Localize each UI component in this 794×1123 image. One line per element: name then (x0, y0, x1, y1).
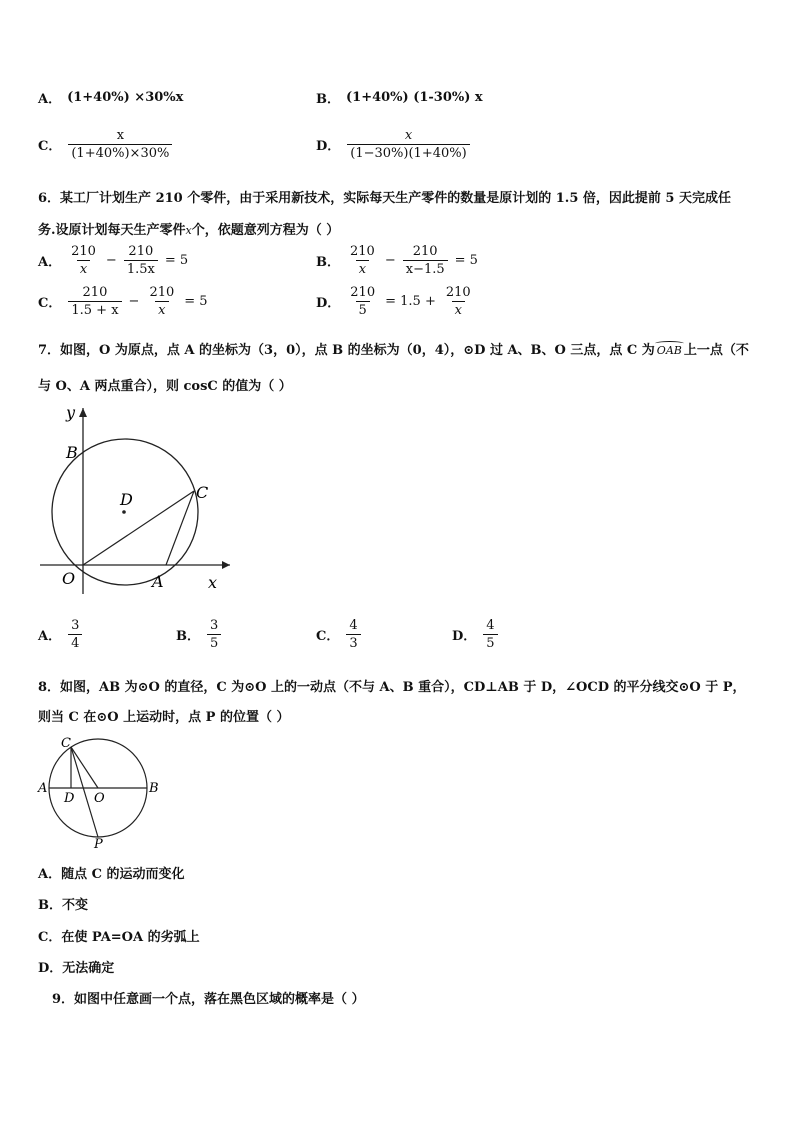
fraction (68, 244, 99, 277)
x-axis-arrow-icon (222, 561, 230, 569)
q5-option-b (316, 88, 483, 107)
q6-option-c-label: C． (38, 296, 62, 311)
q5-option-d-fraction (347, 128, 469, 161)
fraction-denominator: x−1.5 (403, 260, 448, 277)
fraction (124, 244, 158, 277)
q5-option-a-expr: (1+40%) ×30%x (67, 90, 184, 105)
q7-option-b (176, 618, 222, 651)
fraction-denominator: (1+40%)×30% (68, 144, 172, 161)
q6-option-d (316, 285, 475, 318)
fraction (346, 618, 360, 651)
q5-option-c (38, 128, 173, 161)
label-c: C (61, 736, 71, 751)
fraction (443, 285, 474, 318)
fraction-denominator: 5 (483, 634, 497, 651)
q5-option-c-label: C． (38, 139, 62, 154)
fraction-denominator: 3 (346, 634, 360, 651)
fraction-numerator: x (404, 128, 413, 143)
q7-option-b-label: B． (176, 629, 200, 644)
label-a: A (152, 572, 164, 591)
y-axis-arrow-icon (79, 408, 87, 417)
operator: − (384, 253, 396, 268)
fraction (403, 244, 448, 277)
q6-stem-line1: 6．某工厂计划生产 210 个零件，由于采用新技术，实际每天生产零件的数量是原计划的 1.5 倍，因此提前 5 天完成任 (38, 191, 731, 206)
fraction-numerator: 210 (350, 244, 375, 259)
q5-option-a (38, 88, 183, 107)
fraction-denominator: 5 (356, 301, 370, 318)
q7-stem-line1 (38, 339, 749, 358)
fraction-numerator: 210 (149, 285, 175, 300)
label-p: P (94, 837, 103, 850)
fraction-numerator: 3 (71, 618, 80, 633)
q7-arc-symbol (655, 344, 684, 357)
label-a: A (38, 781, 48, 796)
q6-variable: x (185, 224, 192, 237)
q6-option-c (38, 285, 208, 318)
fraction (347, 285, 378, 318)
q8-stem-line2: 则当 C 在⊙O 上运动时，点 P 的位置（ ） (38, 710, 290, 725)
label-d: D (120, 490, 133, 509)
q6-option-a-label: A． (38, 255, 62, 270)
operator: − (128, 294, 140, 309)
q6-option-d-label: D． (316, 296, 341, 311)
center-point-d (122, 510, 126, 514)
fraction-denominator: x (155, 301, 168, 318)
fraction-numerator: 210 (445, 285, 471, 300)
q7-stem-text-b: 上一点（不 (683, 343, 749, 358)
fraction-denominator: x (77, 260, 90, 277)
q5-option-b-expr: (1+40%) (1-30%) x (346, 90, 483, 105)
fraction (68, 618, 82, 651)
fraction-denominator: x (452, 301, 465, 318)
fraction-numerator: 210 (350, 285, 376, 300)
fraction-denominator: x (356, 260, 369, 277)
q6-stem-line2 (38, 219, 339, 238)
fraction-denominator: (1−30%)(1+40%) (347, 144, 469, 161)
label-d: D (64, 791, 75, 806)
fraction-numerator: x (116, 128, 125, 143)
fraction-denominator: 5 (207, 634, 221, 651)
q8-option-b: B．不变 (38, 898, 88, 913)
segment-co (71, 747, 98, 788)
fraction (68, 285, 121, 318)
label-b: B (66, 443, 78, 462)
arc-mark-icon (655, 341, 684, 346)
q7-option-c (316, 618, 362, 651)
q7-stem-line2: 与 O、A 两点重合），则 cosC 的值为（ ） (38, 379, 292, 394)
q6-option-b (316, 244, 478, 277)
q6-option-b-label: B． (316, 255, 340, 270)
q7-option-c-label: C． (316, 629, 340, 644)
q7-stem-text-a: 7．如图，O 为原点，点 A 的坐标为（3，0），点 B 的坐标为（0，4），⊙D 过 A、B、O 三点，点 C 为 (38, 343, 655, 358)
fraction-numerator: 3 (210, 618, 219, 633)
label-b: B (149, 781, 159, 796)
q9-stem: 9．如图中任意画一个点，落在黑色区域的概率是（ ） (52, 992, 365, 1007)
fraction (146, 285, 177, 318)
fraction-numerator: 210 (82, 285, 108, 300)
q7-arc-label: OAB (656, 344, 682, 357)
fraction (483, 618, 497, 651)
label-o: O (62, 569, 76, 588)
q7-option-a-label: A． (38, 629, 62, 644)
q6-stem-text-a: 务.设原计划每天生产零件 (38, 223, 186, 238)
label-o: O (94, 791, 105, 806)
q5-option-d-label: D． (316, 139, 341, 154)
q8-option-c: C．在使 PA=OA 的劣弧上 (38, 930, 200, 945)
q7-option-d-label: D． (452, 629, 477, 644)
q8-stem-line1: 8．如图，AB 为⊙O 的直径，C 为⊙O 上的一动点（不与 A、B 重合），CD⊥AB 于 D，∠OCD 的平分线交⊙O 于 P， (38, 680, 746, 695)
q8-option-a: A．随点 C 的运动而变化 (38, 867, 185, 882)
q6-option-a (38, 244, 188, 277)
q6-stem-text-b: 个，依题意列方程为（ ） (191, 223, 340, 238)
q5-option-c-fraction (68, 128, 172, 161)
rhs: = 5 (184, 294, 208, 309)
fraction-numerator: 210 (128, 244, 154, 259)
rhs: = 5 (454, 253, 478, 268)
q5-option-a-text: A． (38, 92, 62, 107)
rhs: = 5 (164, 253, 189, 268)
fraction-denominator: 1.5x (124, 260, 158, 277)
fraction-numerator: 210 (412, 244, 438, 259)
q7-option-d (452, 618, 499, 651)
q8-option-d: D．无法确定 (38, 961, 115, 976)
label-y: y (66, 403, 76, 422)
q7-figure (36, 402, 236, 598)
operator: = 1.5 + (385, 294, 436, 309)
q5-option-d (316, 128, 471, 161)
fraction (207, 618, 221, 651)
segment-ac (166, 491, 194, 565)
q8-figure (34, 734, 164, 850)
label-c: C (196, 483, 209, 502)
fraction-denominator: 4 (68, 634, 82, 651)
fraction-denominator: 1.5 + x (68, 301, 121, 318)
fraction-numerator: 210 (71, 244, 96, 259)
operator: − (105, 253, 117, 268)
q7-option-a (38, 618, 83, 651)
fraction-numerator: 4 (349, 618, 358, 633)
segment-oc (83, 491, 194, 565)
fraction-numerator: 4 (486, 618, 495, 633)
q5-option-b-label: B． (316, 92, 340, 107)
fraction (347, 244, 378, 277)
label-x: x (208, 573, 218, 592)
